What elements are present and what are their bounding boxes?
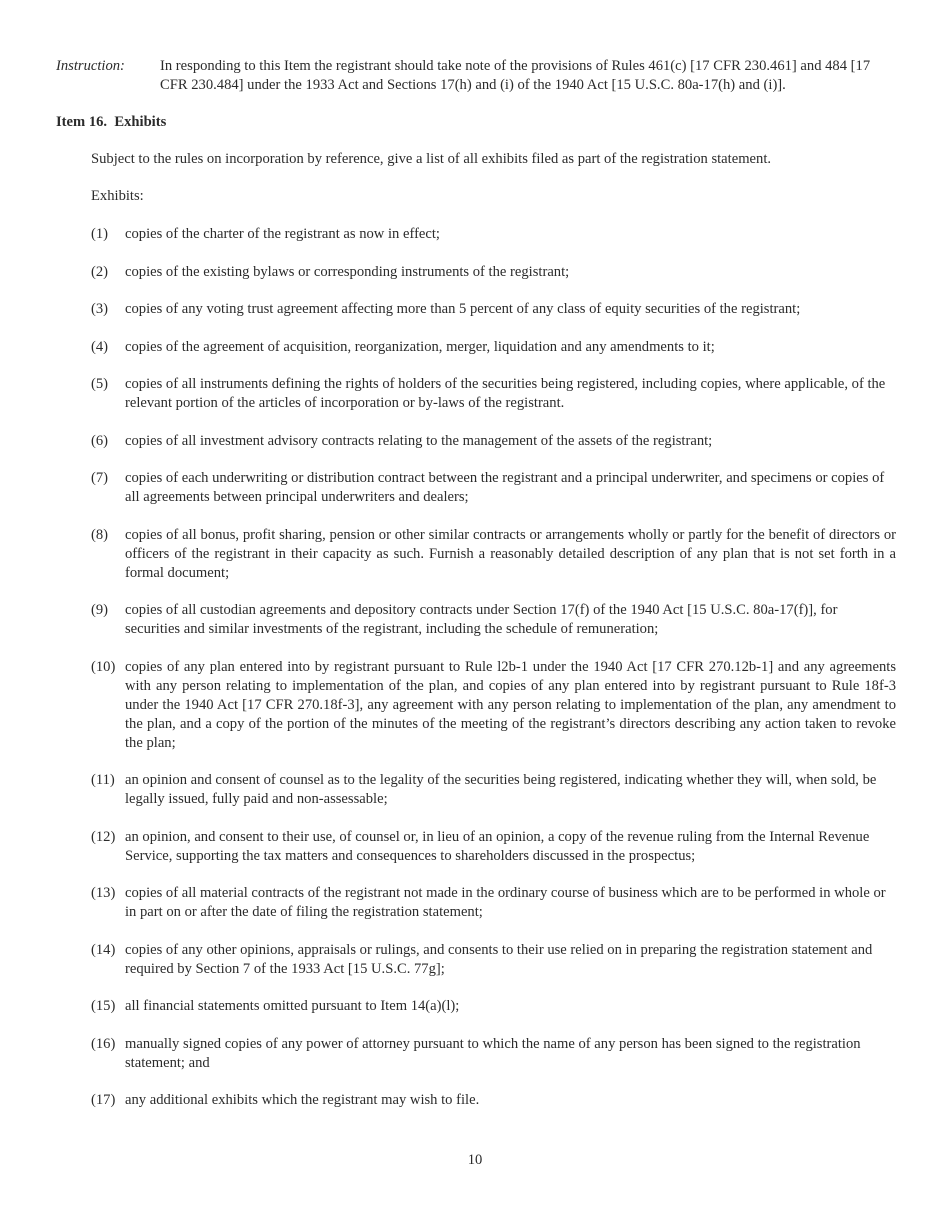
exhibit-text: copies of any other opinions, appraisals or rulings, and consents to their use relied on in preparing the registration statement and required by Section 7 of the 1933 Act [15 U.S.C. 77g]; (125, 941, 873, 977)
exhibit-number: (1) (91, 226, 109, 242)
exhibit-number: (11) (91, 772, 115, 788)
exhibit-text: copies of all bonus, profit sharing, pension or other similar contracts or arrangements wholly or partly for the benefit of directors or officers of the registrant in their capacity as such. Furnish a reasonably detailed description of any plan that is not set forth in a formal document; (125, 526, 896, 581)
instruction-label: Instruction: (56, 58, 125, 74)
exhibit-number: (13) (91, 885, 116, 901)
exhibit-item-2 (91, 263, 896, 282)
exhibit-number: (2) (91, 263, 109, 280)
exhibit-item-10 (91, 658, 896, 753)
exhibit-text: any additional exhibits which the registrant may wish to file. (125, 1092, 480, 1108)
item-heading: Item 16. Exhibits (56, 114, 167, 130)
exhibit-number: (4) (91, 338, 109, 355)
exhibit-item-17 (91, 1091, 896, 1110)
exhibit-number: (10) (91, 658, 116, 675)
exhibit-item-15 (91, 997, 896, 1016)
exhibit-text: copies of any plan entered into by registrant pursuant to Rule l2b-1 under the 1940 Act [17 CFR 270.12b-1] and any agreements with any person relating to implementation of the plan, and copies of any plan entered into by registrant pursuant to Rule 18f-3 under the 1940 Act [17 CFR 270.18f-3], any agreement with any person relating to implementation of the plan, any amendment to the plan, and a copy of the portion of the minutes of the meeting of the registrant’s directors describing any action taken to revoke the plan; (125, 658, 896, 751)
instruction-block (56, 57, 896, 95)
exhibit-number: (3) (91, 301, 109, 317)
exhibit-item-14 (91, 941, 896, 979)
exhibit-text: copies of each underwriting or distribution contract between the registrant and a principal underwriter, and specimens or copies of all agreements between principal underwriters and dealers; (125, 470, 885, 505)
exhibit-number: (12) (91, 828, 116, 845)
exhibit-text: manually signed copies of any power of attorney pursuant to which the name of any person has been signed to the registration statement; and (125, 1035, 861, 1071)
exhibit-item-9 (91, 601, 896, 639)
instruction-text: In responding to this Item the registrant should take note of the provisions of Rules 461(c) [17 CFR 230.461] and 484 [17 CFR 230.484] under the 1933 Act and Sections 17(h) and (i) of the 1940 Act [15 U.S.C. 80a-17(h) and (i)]. (160, 58, 871, 93)
exhibit-text: copies of the agreement of acquisition, reorganization, merger, liquidation and any amendments to it; (125, 338, 715, 355)
exhibit-text: an opinion, and consent to their use, of counsel or, in lieu of an opinion, a copy of the revenue ruling from the Internal Revenue Service, supporting the tax matters and consequences to shareholders discussed in the prospectus; (125, 828, 870, 864)
exhibit-item-5 (91, 375, 896, 413)
exhibit-number: (16) (91, 1035, 116, 1052)
exhibit-text: copies of the charter of the registrant as now in effect; (125, 226, 440, 242)
exhibit-text: copies of any voting trust agreement affecting more than 5 percent of any class of equity securities of the registrant; (125, 301, 801, 317)
exhibit-text: copies of all material contracts of the registrant not made in the ordinary course of business which are to be performed in whole or in part on or after the date of filing the registration statement; (125, 885, 886, 920)
item-intro: Subject to the rules on incorporation by reference, give a list of all exhibits filed as part of the registration statement. (91, 151, 772, 167)
exhibit-number: (6) (91, 432, 109, 449)
exhibit-text: all financial statements omitted pursuant to Item 14(a)(l); (125, 998, 460, 1014)
exhibit-item-4 (91, 338, 896, 357)
exhibit-number: (9) (91, 602, 109, 618)
exhibit-item-11 (91, 771, 896, 809)
exhibit-number: (14) (91, 941, 116, 958)
exhibit-item-3 (91, 300, 896, 319)
exhibit-item-1 (91, 225, 896, 244)
exhibit-item-8 (91, 526, 896, 583)
exhibit-item-6 (91, 432, 896, 451)
exhibit-text: copies of the existing bylaws or corresponding instruments of the registrant; (125, 263, 570, 280)
exhibit-number: (15) (91, 998, 116, 1014)
exhibit-text: copies of all investment advisory contracts relating to the management of the assets of the registrant; (125, 432, 713, 449)
exhibit-item-13 (91, 884, 896, 922)
page-number: 10 (467, 1152, 483, 1168)
exhibits-label: Exhibits: (91, 188, 144, 204)
exhibit-item-16 (91, 1035, 896, 1073)
exhibit-number: (7) (91, 470, 109, 486)
exhibit-text: copies of all custodian agreements and depository contracts under Section 17(f) of the 1940 Act [15 U.S.C. 80a-17(f)], for securities and similar investments of the registrant, including the schedule of remuneration; (125, 602, 838, 637)
exhibit-item-12 (91, 828, 896, 866)
exhibit-item-7 (91, 469, 896, 507)
exhibit-number: (8) (91, 526, 109, 543)
exhibit-number: (5) (91, 376, 109, 392)
exhibit-text: copies of all instruments defining the rights of holders of the securities being registered, including copies, where applicable, of the relevant portion of the articles of incorporation or by-laws of the registrant. (125, 376, 886, 411)
exhibit-text: an opinion and consent of counsel as to the legality of the securities being registered, indicating whether they will, when sold, be legally issued, fully paid and non-assessable; (125, 772, 877, 807)
exhibit-number: (17) (91, 1092, 116, 1108)
exhibit-list (91, 225, 896, 1129)
